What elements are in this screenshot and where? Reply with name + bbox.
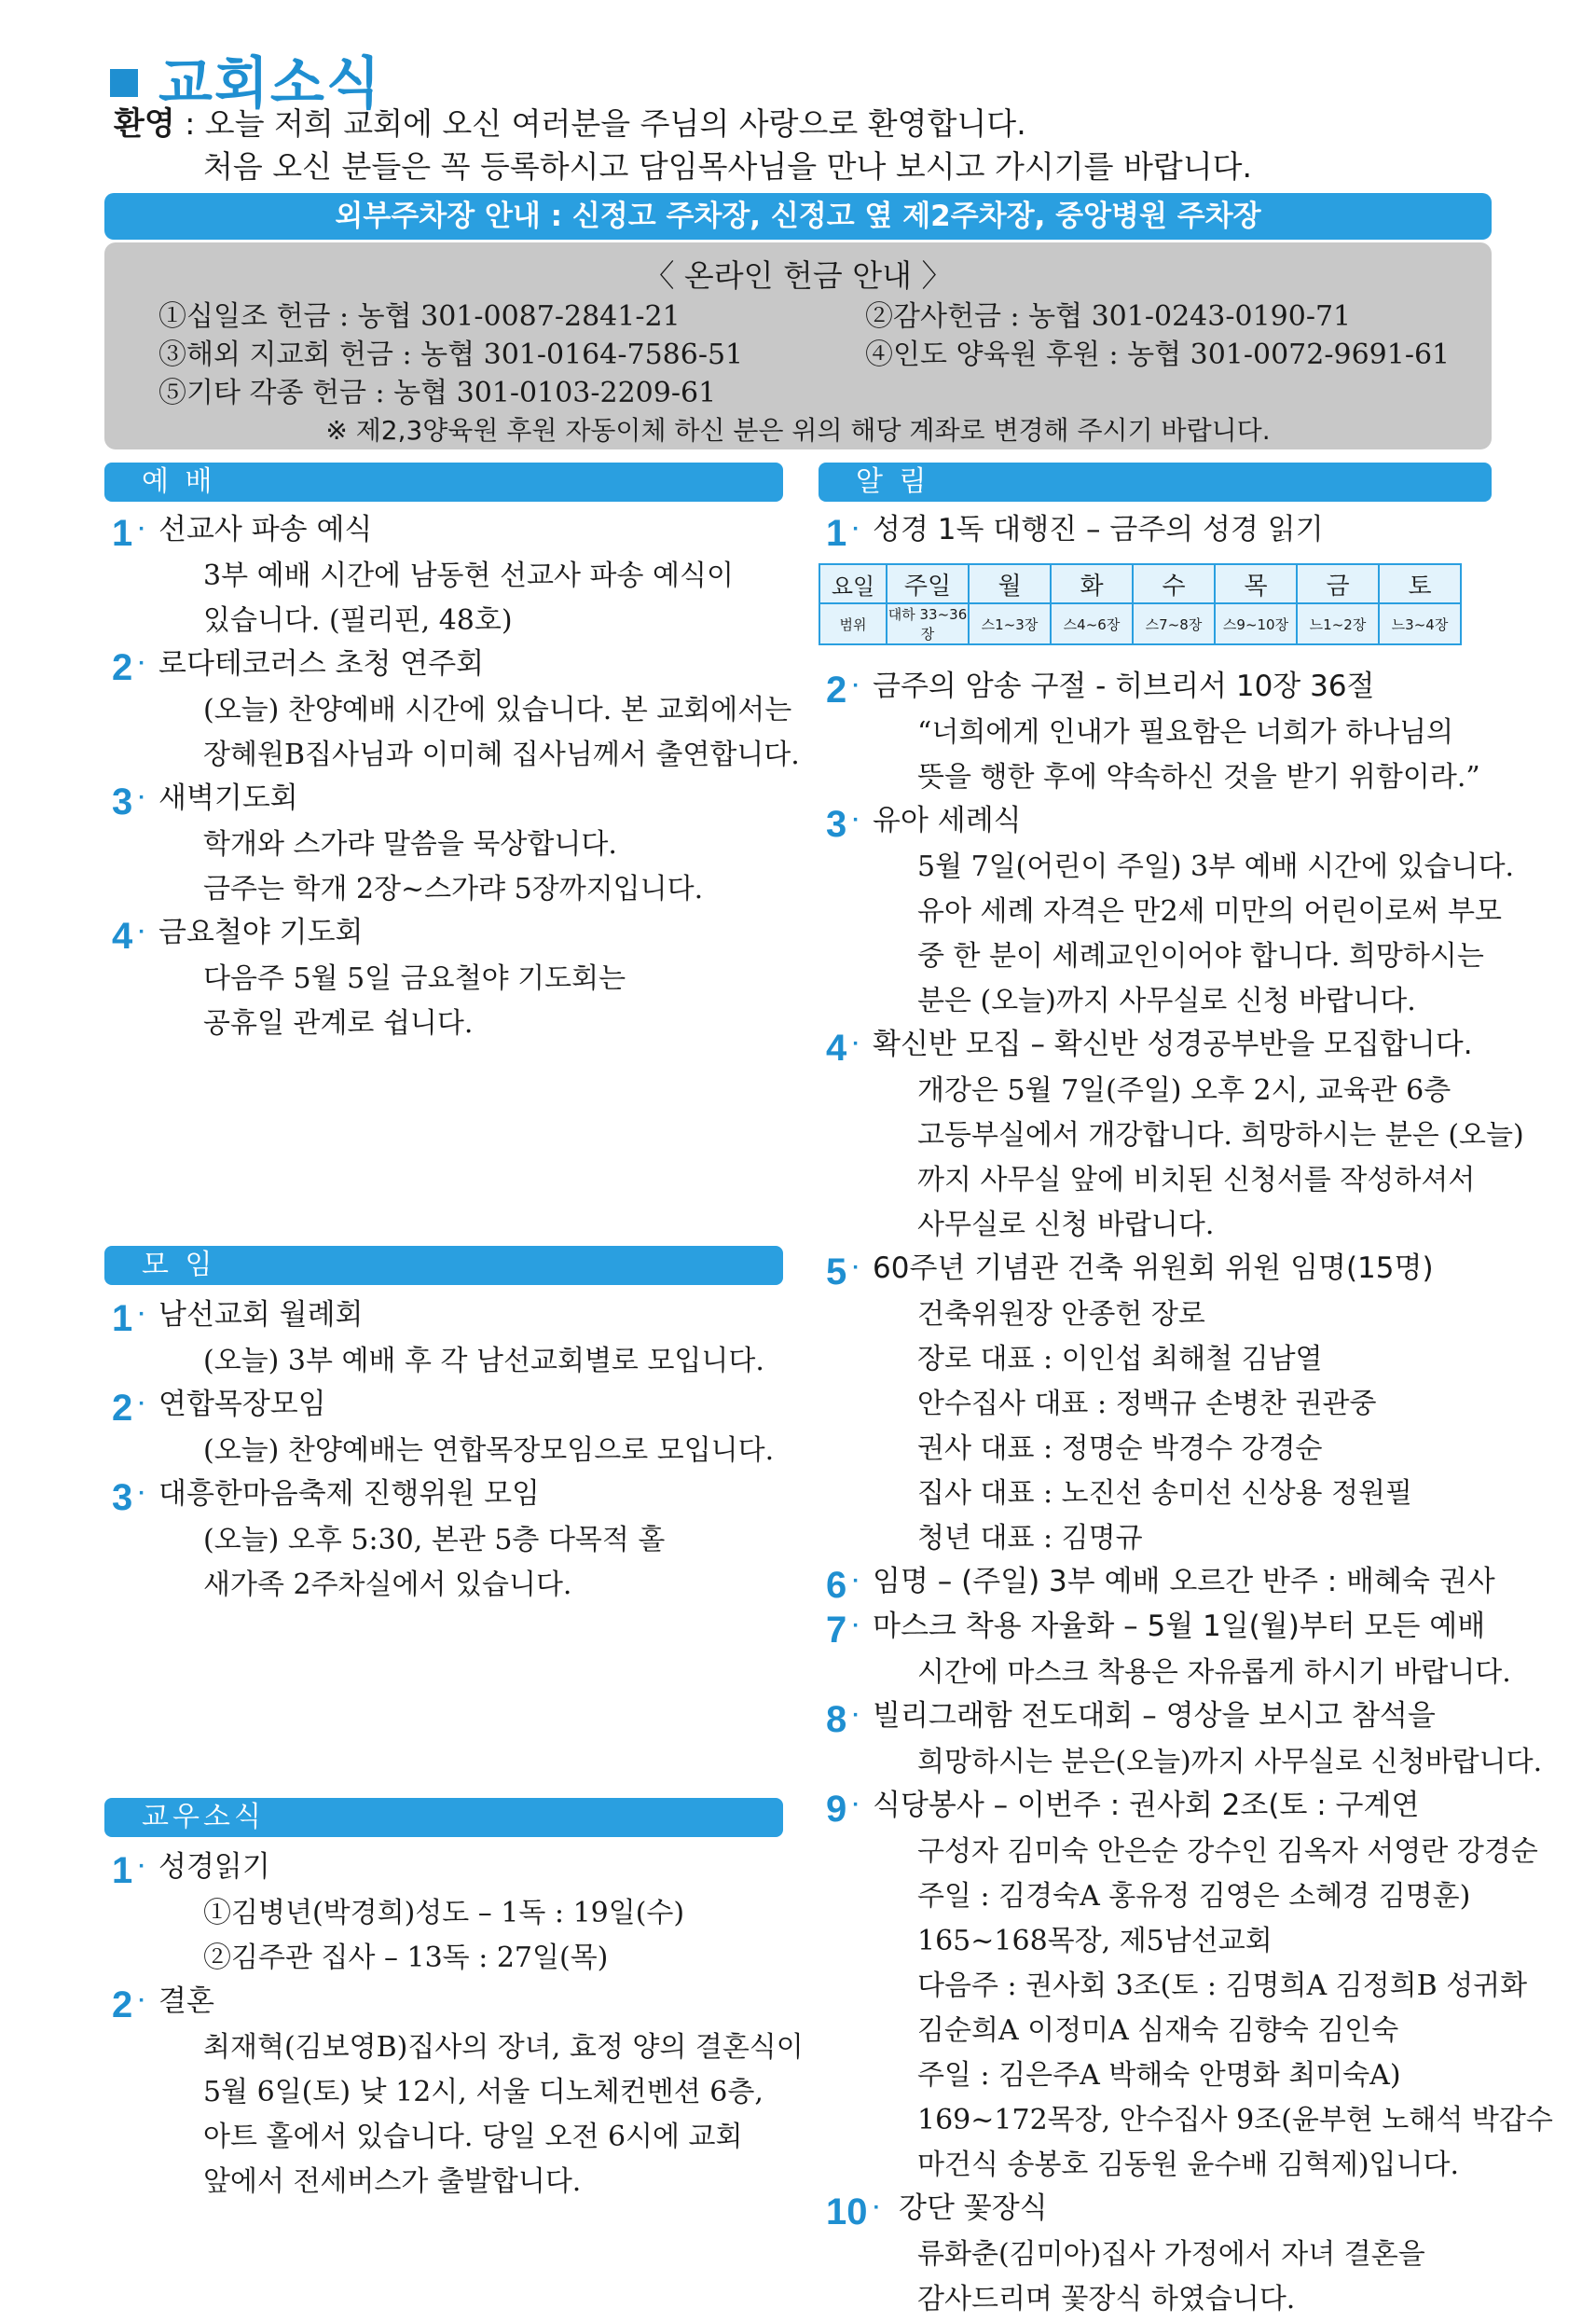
page-title: 교회소식: [110, 39, 382, 119]
item-body-line: (오늘) 오후 5:30, 본관 5층 다목적 홀: [203, 1524, 666, 1556]
item-number: [826, 1248, 860, 1292]
item-body-line: 고등부실에서 개강합니다. 희망하시는 분은 (오늘): [917, 1119, 1524, 1152]
item-heading: [873, 1248, 1434, 1289]
item-body-line: 건축위원장 안종헌 장로: [917, 1298, 1205, 1331]
item-title: 확신반 모집: [873, 1028, 1022, 1061]
item-body-line: 아트 홀에서 있습니다. 당일 오전 6시에 교회: [203, 2121, 743, 2153]
item-body-line: 안수집사 대표 : 정백규 손병찬 권관중: [917, 1388, 1377, 1420]
item-number-value: 4: [826, 1028, 847, 1069]
schedule-range-cell: 느3~4장: [1379, 603, 1461, 644]
item-body-line: 3부 예배 시간에 남동현 선교사 파송 예식이: [203, 560, 734, 592]
item-body-line: ②김주관 집사 – 13독 : 27일(목): [203, 1942, 609, 1974]
item-body-line: 희망하시는 분은(오늘)까지 사무실로 신청바랍니다.: [917, 1746, 1543, 1778]
item-body-line: 장로 대표 : 이인섭 최해철 김남열: [917, 1343, 1323, 1375]
item-number-value: 9: [826, 1789, 847, 1830]
item-number-value: 3: [112, 781, 133, 822]
schedule-day-row: [819, 564, 1461, 603]
schedule-range-cell: 스1~3장: [969, 603, 1051, 644]
item-body-line: 주일 : 김은주A 박해숙 안명화 최미숙A): [917, 2059, 1401, 2092]
bible-reading-schedule: [819, 563, 1462, 645]
item-number: [112, 912, 145, 957]
section-meeting: 모 임: [104, 1246, 783, 1285]
item-body-line: 장혜원B집사님과 이미혜 집사님께서 출연합니다.: [203, 739, 800, 771]
item-body-line: 뜻을 행한 후에 약속하신 것을 받기 위함이라.”: [917, 761, 1480, 794]
account-tithe: ①십일조 헌금 : 농협 301-0087-2841-21: [158, 300, 681, 333]
item-heading: [873, 1606, 1485, 1647]
middle-dot-icon: ·: [852, 1569, 860, 1594]
square-bullet-icon: [110, 69, 138, 97]
parking-banner: 외부주차장 안내 : 신정고 주차장, 신정고 옆 제2주차장, 중앙병원 주차장: [104, 193, 1492, 240]
item-number-value: 1: [826, 513, 847, 554]
item-title: 마스크 착용 자율화: [873, 1610, 1115, 1643]
item-number: [826, 1024, 860, 1069]
item-title: 빌리그래함 전도대회: [873, 1699, 1134, 1733]
middle-dot-icon: ·: [852, 808, 860, 833]
item-number: [112, 1384, 145, 1429]
item-title: 새벽기도회: [158, 781, 298, 815]
account-overseas: ③해외 지교회 헌금 : 농협 301-0164-7586-51: [158, 339, 744, 371]
item-body-line: 다음주 : 권사회 3조(토 : 김명희A 김정희B 성귀화: [917, 1970, 1528, 2002]
item-body-line: (오늘) 3부 예배 후 각 남선교회별로 모입니다.: [203, 1345, 764, 1377]
item-number-value: 8: [826, 1699, 847, 1740]
middle-dot-icon: ·: [852, 517, 860, 542]
section-worship: 예 배: [104, 463, 783, 502]
account-thanks: ②감사헌금 : 농협 301-0243-0190-71: [865, 300, 1352, 333]
item-body-line: 개강은 5월 7일(주일) 오후 2시, 교육관 6층: [917, 1074, 1452, 1107]
account-india: ④인도 양육원 후원 : 농협 301-0072-9691-61: [865, 339, 1451, 371]
middle-dot-icon: ·: [138, 1481, 146, 1506]
item-title: 임명: [873, 1565, 929, 1598]
schedule-range-cell: 스4~6장: [1051, 603, 1133, 644]
middle-dot-icon: ·: [852, 1792, 860, 1818]
item-tail: – 이번주 : 권사회 2조(토 : 구계연: [984, 1789, 1420, 1822]
item-number-value: 1: [112, 513, 133, 554]
item-body-line: 학개와 스가랴 말씀을 묵상합니다.: [203, 828, 617, 861]
item-title: 대흥한마음축제 진행위원 모임: [158, 1477, 541, 1511]
middle-dot-icon: ·: [873, 2195, 881, 2220]
item-body-line: 류화춘(김미아)집사 가정에서 자녀 결혼을: [917, 2238, 1425, 2271]
item-number: [826, 666, 860, 711]
item-heading: [158, 1384, 326, 1425]
item-body-line: 최재혁(김보영B)집사의 장녀, 효정 양의 결혼식이: [203, 2031, 804, 2064]
schedule-header-cell: 수: [1133, 564, 1215, 603]
item-body-line: 마건식 송봉호 김동원 윤수배 김혁제)입니다.: [917, 2149, 1460, 2181]
item-title: 남선교회 월례회: [158, 1298, 364, 1332]
middle-dot-icon: ·: [138, 651, 146, 676]
item-body-line: 165~168목장, 제5남선교회: [917, 1925, 1273, 1957]
item-body-line: 새가족 2주차실에서 있습니다.: [203, 1569, 572, 1601]
item-title: 강단 꽃장식: [899, 2191, 1048, 2225]
item-body-line: 공휴일 관계로 쉽니다.: [203, 1007, 474, 1040]
item-heading: [158, 1981, 214, 2022]
middle-dot-icon: ·: [852, 1031, 860, 1057]
item-body-line: 청년 대표 : 김명규: [917, 1522, 1143, 1555]
middle-dot-icon: ·: [138, 919, 146, 945]
item-number-value: 1: [112, 1298, 133, 1339]
account-other: ⑤기타 각종 헌금 : 농협 301-0103-2209-61: [158, 377, 717, 409]
schedule-range-cell: 스7~8장: [1133, 603, 1215, 644]
middle-dot-icon: ·: [138, 1854, 146, 1879]
item-heading: [873, 1695, 1436, 1736]
item-body-line: 5월 6일(토) 낮 12시, 서울 디노체컨벤션 6층,: [203, 2076, 764, 2108]
item-heading: [158, 778, 298, 819]
item-heading: [873, 509, 1324, 550]
item-body-line: 사무실로 신청 바랍니다.: [917, 1209, 1215, 1241]
middle-dot-icon: ·: [138, 1391, 146, 1417]
item-number: [112, 1473, 145, 1518]
item-heading: [899, 2188, 1048, 2229]
item-heading: [158, 509, 372, 550]
item-heading: [873, 666, 1375, 707]
item-title: 연합목장모임: [158, 1388, 326, 1421]
item-heading: [158, 1473, 540, 1514]
item-body-line: 있습니다. (필리핀, 48호): [203, 604, 513, 637]
item-heading: [873, 1561, 1495, 1602]
item-heading: [873, 800, 1022, 841]
item-number-value: 4: [112, 916, 133, 957]
item-number-value: 3: [112, 1477, 133, 1518]
item-tail: – (주일) 3부 예배 오르간 반주 : 배혜숙 권사: [928, 1565, 1495, 1598]
item-tail: – 5월 1일(월)부터 모든 예배: [1114, 1610, 1486, 1643]
item-number: [112, 509, 145, 554]
schedule-range-cell: 범위: [819, 603, 887, 644]
item-body-line: (오늘) 찬양예배 시간에 있습니다. 본 교회에서는: [203, 694, 792, 726]
middle-dot-icon: ·: [138, 1988, 146, 2013]
online-offering-box: [104, 242, 1492, 449]
item-title: 로다테코러스 초청 연주회: [158, 647, 485, 681]
item-number: [826, 1606, 860, 1651]
schedule-header-cell: 월: [969, 564, 1051, 603]
item-title: 유아 세례식: [873, 804, 1022, 837]
item-tail: – 확신반 성경공부반을 모집합니다.: [1021, 1028, 1473, 1061]
item-body-line: 중 한 분이 세례교인이어야 합니다. 희망하시는: [917, 940, 1484, 973]
schedule-range-cell: 스9~10장: [1215, 603, 1297, 644]
online-note: ※ 제2,3양육원 후원 자동이체 하신 분은 위의 해당 계좌로 변경해 주시기 바랍니다.: [325, 415, 1271, 446]
welcome-message: [114, 103, 1252, 187]
welcome-line1: : 오늘 저희 교회에 오신 여러분을 주님의 사랑으로 환영합니다.: [185, 105, 1026, 142]
item-title: 결혼: [158, 1984, 214, 2018]
item-title: 60주년 기념관 건축 위원회 위원 임명(15명): [873, 1251, 1434, 1285]
item-number: [826, 2188, 881, 2232]
middle-dot-icon: ·: [138, 1302, 146, 1327]
item-number: [112, 1846, 145, 1891]
middle-dot-icon: ·: [852, 1703, 860, 1728]
section-members: 교우소식: [104, 1798, 783, 1837]
item-title: 성경 1독 대행진 – 금주의 성경 읽기: [873, 513, 1324, 546]
item-heading: [158, 1846, 270, 1887]
item-body-line: 금주는 학개 2장~스가랴 5장까지입니다.: [203, 873, 704, 905]
item-number: [112, 778, 145, 822]
item-body-line: 분은 (오늘)까지 사무실로 신청 바랍니다.: [917, 985, 1416, 1017]
section-notice: 알 림: [819, 463, 1492, 502]
item-tail: – 영상을 보시고 참석을: [1133, 1699, 1436, 1733]
middle-dot-icon: ·: [852, 673, 860, 698]
item-body-line: 유아 세례 자격은 만2세 미만의 어린이로써 부모: [917, 895, 1502, 928]
item-number-value: 3: [826, 804, 847, 845]
middle-dot-icon: ·: [138, 517, 146, 542]
item-number-value: 2: [826, 670, 847, 711]
item-number-value: 1: [112, 1850, 133, 1891]
item-body-line: 다음주 5월 5일 금요철야 기도회는: [203, 962, 626, 995]
item-body-line: (오늘) 찬양예배는 연합목장모임으로 모입니다.: [203, 1434, 775, 1467]
item-number-value: 10: [826, 2191, 868, 2232]
item-number: [112, 1294, 145, 1339]
schedule-header-cell: 토: [1379, 564, 1461, 603]
item-number-value: 2: [112, 647, 133, 688]
welcome-label: 환영: [114, 105, 175, 143]
schedule-header-cell: 요일: [819, 564, 887, 603]
item-body-line: 김순희A 이정미A 심재숙 김향숙 김인숙: [917, 2014, 1399, 2047]
item-title: 금요철야 기도회: [158, 916, 364, 949]
schedule-range-cell: 대하 33~36장: [887, 603, 969, 644]
item-number-value: 7: [826, 1610, 847, 1651]
welcome-line2: 처음 오신 분들은 꼭 등록하시고 담임목사님을 만나 보시고 가시기를 바랍니다.: [203, 148, 1252, 185]
schedule-header-cell: 주일: [887, 564, 969, 603]
item-heading: [158, 912, 363, 953]
item-number: [826, 1561, 860, 1606]
middle-dot-icon: ·: [852, 1613, 860, 1638]
item-body-line: 169~172목장, 안수집사 9조(윤부현 노해석 박갑수: [917, 2104, 1553, 2136]
item-number: [826, 800, 860, 845]
item-body-line: 구성자 김미숙 안은순 강수인 김옥자 서영란 강경순: [917, 1835, 1538, 1868]
item-body-line: 집사 대표 : 노진선 송미선 신상용 정원필: [917, 1477, 1413, 1510]
online-heading: 〈 온라인 헌금 안내 〉: [643, 257, 953, 294]
item-body-line: 주일 : 김경숙A 홍유정 김영은 소혜경 김명훈): [917, 1880, 1471, 1913]
item-number: [826, 1785, 860, 1830]
item-number: [826, 1695, 860, 1740]
item-body-line: “너희에게 인내가 필요함은 너희가 하나님의: [917, 716, 1454, 749]
middle-dot-icon: ·: [138, 785, 146, 810]
item-body-line: 앞에서 전세버스가 출발합니다.: [203, 2165, 582, 2198]
item-body-line: ①김병년(박경희)성도 – 1독 : 19일(수): [203, 1897, 685, 1929]
item-number-value: 2: [112, 1388, 133, 1429]
item-number: [112, 1981, 145, 2025]
item-number-value: 5: [826, 1251, 847, 1292]
item-body-line: 까지 사무실 앞에 비치된 신청서를 작성하셔서: [917, 1164, 1476, 1196]
item-title: 금주의 암송 구절 - 히브리서 10장 36절: [873, 670, 1375, 703]
item-title: 성경읽기: [158, 1850, 270, 1884]
schedule-header-cell: 금: [1297, 564, 1379, 603]
schedule-header-cell: 화: [1051, 564, 1133, 603]
item-heading: [158, 1294, 363, 1335]
item-number: [826, 509, 860, 554]
item-title: 식당봉사: [873, 1789, 984, 1822]
item-body-line: 시간에 마스크 착용은 자유롭게 하시기 바랍니다.: [917, 1656, 1511, 1689]
item-body-line: 감사드리며 꽃장식 하였습니다.: [917, 2283, 1296, 2315]
schedule-range-row: [819, 603, 1461, 644]
item-number: [112, 643, 145, 688]
item-body-line: 권사 대표 : 정명순 박경수 강경순: [917, 1432, 1323, 1465]
middle-dot-icon: ·: [852, 1255, 860, 1280]
schedule-header-cell: 목: [1215, 564, 1297, 603]
schedule-range-cell: 느1~2장: [1297, 603, 1379, 644]
item-heading: [158, 643, 484, 684]
item-number-value: 6: [826, 1565, 847, 1606]
item-number-value: 2: [112, 1984, 133, 2025]
item-title: 선교사 파송 예식: [158, 513, 373, 546]
item-body-line: 5월 7일(어린이 주일) 3부 예배 시간에 있습니다.: [917, 850, 1515, 883]
item-heading: [873, 1785, 1419, 1826]
item-heading: [873, 1024, 1473, 1065]
